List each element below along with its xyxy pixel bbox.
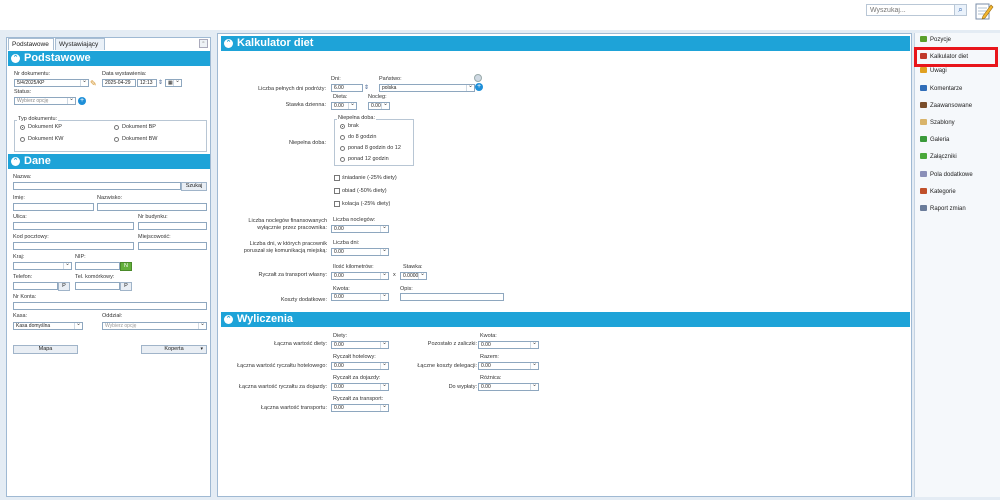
dni-stepper-icon[interactable]: ⇕ xyxy=(364,85,370,91)
menu-item-label: Komentarze xyxy=(930,86,963,92)
menu-item-załączniki[interactable] xyxy=(920,152,957,162)
miejscowosc-label: Miejscowość: xyxy=(138,234,171,240)
kasa-label: Kasa: xyxy=(13,313,28,319)
dieta-select[interactable]: 0.00 ⌄ xyxy=(331,102,357,110)
kraj-select[interactable] xyxy=(13,262,72,270)
menu-item-szablony[interactable] xyxy=(920,118,955,128)
niepelna-doba-label: Niepełna doba: xyxy=(288,140,326,146)
laczna-ryczalt-dojazdy-label: Łączna wartość ryczałtu za dojazdy: xyxy=(238,384,327,390)
nr-budynku-input[interactable] xyxy=(138,222,207,230)
dni-komunikacja-label-line1: Liczba dni, w których pracownik xyxy=(249,241,327,247)
nip-label: NIP: xyxy=(75,254,86,260)
checkbox-obiad[interactable] xyxy=(334,188,340,194)
search-button[interactable] xyxy=(954,4,967,16)
nr-konta-label: Nr Konta: xyxy=(13,294,37,300)
collapse-chevron-icon[interactable]: ⌃ xyxy=(12,158,19,165)
calculator-panel xyxy=(217,33,912,497)
menu-item-label: Kalkulator diet xyxy=(930,54,969,60)
nr-konta-input[interactable] xyxy=(13,302,207,310)
laczne-koszty-label: Łączne koszty delegacji: xyxy=(417,363,477,369)
section-header-kalkulator[interactable] xyxy=(221,36,910,51)
telefon-label: Telefon: xyxy=(13,274,33,280)
left-panel xyxy=(6,37,211,497)
dropdown-arrow-icon: ▾ xyxy=(200,346,203,352)
tab-podstawowe[interactable]: Podstawowe xyxy=(8,38,54,50)
radio-label-kw: Dokument KW xyxy=(28,136,64,142)
menu-item-pozycje[interactable] xyxy=(920,35,951,45)
radio-label-ponad-8: ponad 8 godzin do 12 xyxy=(348,145,401,151)
menu-item-label: Galeria xyxy=(930,137,950,143)
menu-item-komentarze[interactable] xyxy=(920,84,962,94)
niepelna-doba-group-label: Niepełna doba: xyxy=(338,115,376,121)
ryczalt-hotelowy-header: Ryczałt hotelowy: xyxy=(333,354,376,360)
tab-wystawiajacy[interactable]: Wystawiający xyxy=(55,38,105,50)
oddzial-select[interactable]: Wybierz opcję ⌄ xyxy=(102,322,207,330)
stawka-label: Stawka: xyxy=(403,264,423,270)
radio-dokument-kp[interactable] xyxy=(20,125,25,130)
noclegi-label-line1: Liczba noclegów finansowanych xyxy=(248,218,327,224)
collapse-chevron-icon[interactable]: ⌃ xyxy=(225,40,232,47)
menu-item-label: Pola dodatkowe xyxy=(930,172,973,178)
opis-label: Opis: xyxy=(400,286,413,292)
kwota-select[interactable]: 0.00 ⌄ xyxy=(331,293,389,301)
radio-ponad-12[interactable] xyxy=(340,157,345,162)
diety-header: Diety: xyxy=(333,333,348,339)
nazwa-input[interactable] xyxy=(13,182,181,190)
radio-brak[interactable] xyxy=(340,124,345,129)
menu-item-label: Szablony xyxy=(930,120,955,126)
roznica-header: Różnica: xyxy=(480,375,502,381)
checkbox-sniadanie[interactable] xyxy=(334,175,340,181)
search-icon: ⌕ xyxy=(958,5,963,14)
menu-item-label: Zaawansowane xyxy=(930,103,973,109)
pencil-icon[interactable]: ✎ xyxy=(90,79,97,88)
time-input[interactable]: 12:13 xyxy=(137,79,157,87)
radio-ponad-8[interactable] xyxy=(340,146,345,151)
multiply-sign: x xyxy=(393,272,396,278)
ulica-input[interactable] xyxy=(13,222,134,230)
menu-item-pola-dodatkowe[interactable] xyxy=(920,170,973,180)
radio-label-kp: Dokument KP xyxy=(28,124,62,130)
laczna-diety-label: Łączna wartość diety: xyxy=(274,341,327,347)
note-icon xyxy=(920,67,927,73)
notepad-edit-icon[interactable] xyxy=(974,1,994,21)
kod-pocztowy-label: Kod pocztowy: xyxy=(13,234,49,240)
ryczalt-hotelowy-select[interactable]: 0.00 ⌄ xyxy=(331,362,389,370)
checkbox-label-obiad: obiad (-50% diety) xyxy=(342,188,387,194)
kod-pocztowy-input[interactable] xyxy=(13,242,134,250)
liczba-pelnych-label: Liczba pełnych dni podróży: xyxy=(258,86,326,92)
nr-dokumentu-label: Nr dokumentu: xyxy=(14,71,51,77)
calendar-icon: ▦ xyxy=(168,80,173,86)
gallery-icon xyxy=(920,136,927,142)
stawka-dzienna-label: Stawka dzienna: xyxy=(285,102,326,108)
radio-dokument-kw[interactable] xyxy=(20,137,25,142)
data-wystawienia-input[interactable]: 2025-04-29 xyxy=(102,79,136,87)
stepper-arrows-icon[interactable]: ⇕ xyxy=(158,80,164,86)
liczba-noclegow-label: Liczba noclegów: xyxy=(333,217,376,223)
radio-do-8[interactable] xyxy=(340,135,345,140)
nocleg-select[interactable]: 0.00 ⌄ xyxy=(368,102,390,110)
section-header-wyliczenia[interactable] xyxy=(221,312,910,327)
oddzial-label: Oddział: xyxy=(102,313,123,319)
kwota-header: Kwota: xyxy=(480,333,497,339)
section-header-podstawowe[interactable] xyxy=(8,51,210,66)
koszty-dodatkowe-label: Koszty dodatkowe: xyxy=(280,297,327,303)
info-icon[interactable] xyxy=(474,74,482,82)
ryczalt-dojazdy-header: Ryczałt za dojazdy: xyxy=(333,375,381,381)
data-wystawienia-label: Data wystawienia: xyxy=(102,71,147,77)
menu-item-label: Raport zmian xyxy=(930,206,966,212)
checkbox-label-sniadanie: śniadanie (-25% diety) xyxy=(342,175,397,181)
imie-input[interactable] xyxy=(13,203,94,211)
radio-dokument-bw[interactable] xyxy=(114,137,119,142)
panstwo-label: Państwo: xyxy=(379,76,402,82)
radio-label-do-8: do 8 godzin xyxy=(348,134,377,140)
imie-label: Imię: xyxy=(13,195,25,201)
szukaj-button[interactable]: Szukaj xyxy=(181,182,207,191)
laczna-transport-label: Łączna wartość transportu: xyxy=(260,405,327,411)
koperta-button[interactable] xyxy=(141,345,207,354)
search-input[interactable] xyxy=(866,4,966,16)
menu-item-label: Uwagi xyxy=(930,68,947,74)
laczna-ryczalt-hotelowy-label: Łączna wartość ryczałtu hotelowego: xyxy=(237,363,327,369)
do-wyplaty-label: Do wypłaty: xyxy=(448,384,477,390)
ryczalt-transport-select[interactable]: 0.00 ⌄ xyxy=(331,404,389,412)
categories-icon xyxy=(920,188,927,194)
nr-dokumentu-select[interactable]: 5/4/2025/KP ⌄ xyxy=(14,79,89,87)
add-status-icon[interactable]: + xyxy=(79,97,85,104)
nip-n-button[interactable]: N xyxy=(120,262,132,271)
pozostalo-select[interactable]: 0.00 ⌄ xyxy=(478,341,539,349)
razem-select[interactable]: 0.00 ⌄ xyxy=(478,362,539,370)
kasa-select[interactable]: Kasa domyślna ⌄ xyxy=(13,322,83,330)
collapse-chevron-icon[interactable]: ⌃ xyxy=(12,55,19,62)
section-title: Dane xyxy=(24,155,51,167)
stawka-select[interactable]: 0.0000 ⌄ xyxy=(400,272,427,280)
comments-icon xyxy=(920,85,927,91)
pozostalo-label: Pozostało z zaliczki: xyxy=(427,341,477,347)
roznica-select[interactable]: 0.00 ⌄ xyxy=(478,383,539,391)
puzzle-icon xyxy=(920,36,927,42)
tools-icon xyxy=(920,102,927,108)
section-title: Podstawowe xyxy=(24,52,91,64)
opis-input[interactable] xyxy=(400,293,504,301)
liczba-noclegow-select[interactable]: 0.00 ⌄ xyxy=(331,225,389,233)
radio-label-brak: brak xyxy=(348,123,359,129)
typ-dokumentu-label: Typ dokumentu: xyxy=(18,116,58,122)
nazwisko-input[interactable] xyxy=(97,203,207,211)
collapse-panel-icon[interactable]: ▫ xyxy=(199,39,208,48)
add-panstwo-icon[interactable]: + xyxy=(476,83,482,90)
menu-item-kategorie[interactable] xyxy=(920,187,956,197)
nazwisko-label: Nazwisko: xyxy=(97,195,123,201)
radio-label-ponad-12: ponad 12 godzin xyxy=(348,156,389,162)
nazwa-label: Nazwa: xyxy=(13,174,32,180)
liczba-dni-label: Liczba dni: xyxy=(333,240,360,246)
koperta-label: Koperta xyxy=(164,346,184,352)
section-title: Kalkulator diet xyxy=(237,37,314,49)
telefon-p-button[interactable]: P xyxy=(58,282,70,291)
menu-item-uwagi[interactable] xyxy=(920,66,947,76)
ryczalt-dojazdy-select[interactable]: 0.00 ⌄ xyxy=(331,383,389,391)
paperclip-icon xyxy=(920,153,927,159)
telefon-input[interactable] xyxy=(13,282,58,290)
liczba-dni-select[interactable]: 0.00 ⌄ xyxy=(331,248,389,256)
radio-label-bp: Dokument BP xyxy=(122,124,156,130)
ilosc-km-label: Ilość kilometrów: xyxy=(333,264,374,270)
menu-item-raport-zmian[interactable] xyxy=(920,204,966,214)
top-bar xyxy=(0,0,1000,28)
panstwo-select[interactable]: polska ⌄ xyxy=(379,84,475,92)
menu-item-label: Kategorie xyxy=(930,189,956,195)
dni-komunikacja-label-line2: poruszał się komunikacją miejską: xyxy=(243,248,327,254)
checkbox-label-kolacja: kolacja (-25% diety) xyxy=(342,201,391,207)
status-select[interactable]: Wybierz opcję ⌄ xyxy=(14,97,76,105)
template-icon xyxy=(920,119,927,125)
kwota-label: Kwota: xyxy=(333,286,350,292)
miejscowosc-input[interactable] xyxy=(138,242,207,250)
diety-select[interactable]: 0.00 ⌄ xyxy=(331,341,389,349)
tel-komorkowy-input[interactable] xyxy=(75,282,120,290)
checkbox-kolacja[interactable] xyxy=(334,201,340,207)
section-header-dane[interactable] xyxy=(8,154,210,169)
razem-header: Razem: xyxy=(480,354,499,360)
report-icon xyxy=(920,205,927,211)
menu-item-galeria[interactable] xyxy=(920,135,949,145)
kraj-label: Kraj: xyxy=(13,254,25,260)
nr-budynku-label: Nr budynku: xyxy=(138,214,168,220)
menu-item-zaawansowane[interactable] xyxy=(920,101,972,111)
radio-label-bw: Dokument BW xyxy=(122,136,158,142)
collapse-chevron-icon[interactable]: ⌃ xyxy=(225,316,232,323)
menu-item-label: Pozycje xyxy=(930,37,952,43)
ryczalt-transport-header: Ryczałt za transport: xyxy=(333,396,384,402)
nocleg-label: Nocleg: xyxy=(368,94,387,100)
dni-label: Dni: xyxy=(331,76,341,82)
noclegi-label-line2: wyłącznie przez pracownika: xyxy=(257,225,327,231)
radio-dokument-bp[interactable] xyxy=(114,125,119,130)
tel-komorkowy-label: Tel. komórkowy: xyxy=(75,274,115,280)
fields-icon xyxy=(920,171,927,177)
highlight-box xyxy=(914,47,998,67)
status-label: Status: xyxy=(14,89,32,95)
ilosc-km-select[interactable]: 0.00 ⌄ xyxy=(331,272,389,280)
ryczalt-transport-label: Ryczałt za transport własny: xyxy=(258,272,327,278)
tel-komorkowy-p-button[interactable]: P xyxy=(120,282,132,291)
calendar-select[interactable] xyxy=(165,79,182,87)
menu-item-label: Załączniki xyxy=(930,154,957,160)
dieta-label: Dieta: xyxy=(333,94,348,100)
ulica-label: Ulica: xyxy=(13,214,27,220)
nip-input[interactable] xyxy=(75,262,120,270)
section-title: Wyliczenia xyxy=(237,313,294,325)
mapa-button[interactable]: Mapa xyxy=(13,345,78,354)
dni-input[interactable]: 6.00 xyxy=(331,84,363,92)
